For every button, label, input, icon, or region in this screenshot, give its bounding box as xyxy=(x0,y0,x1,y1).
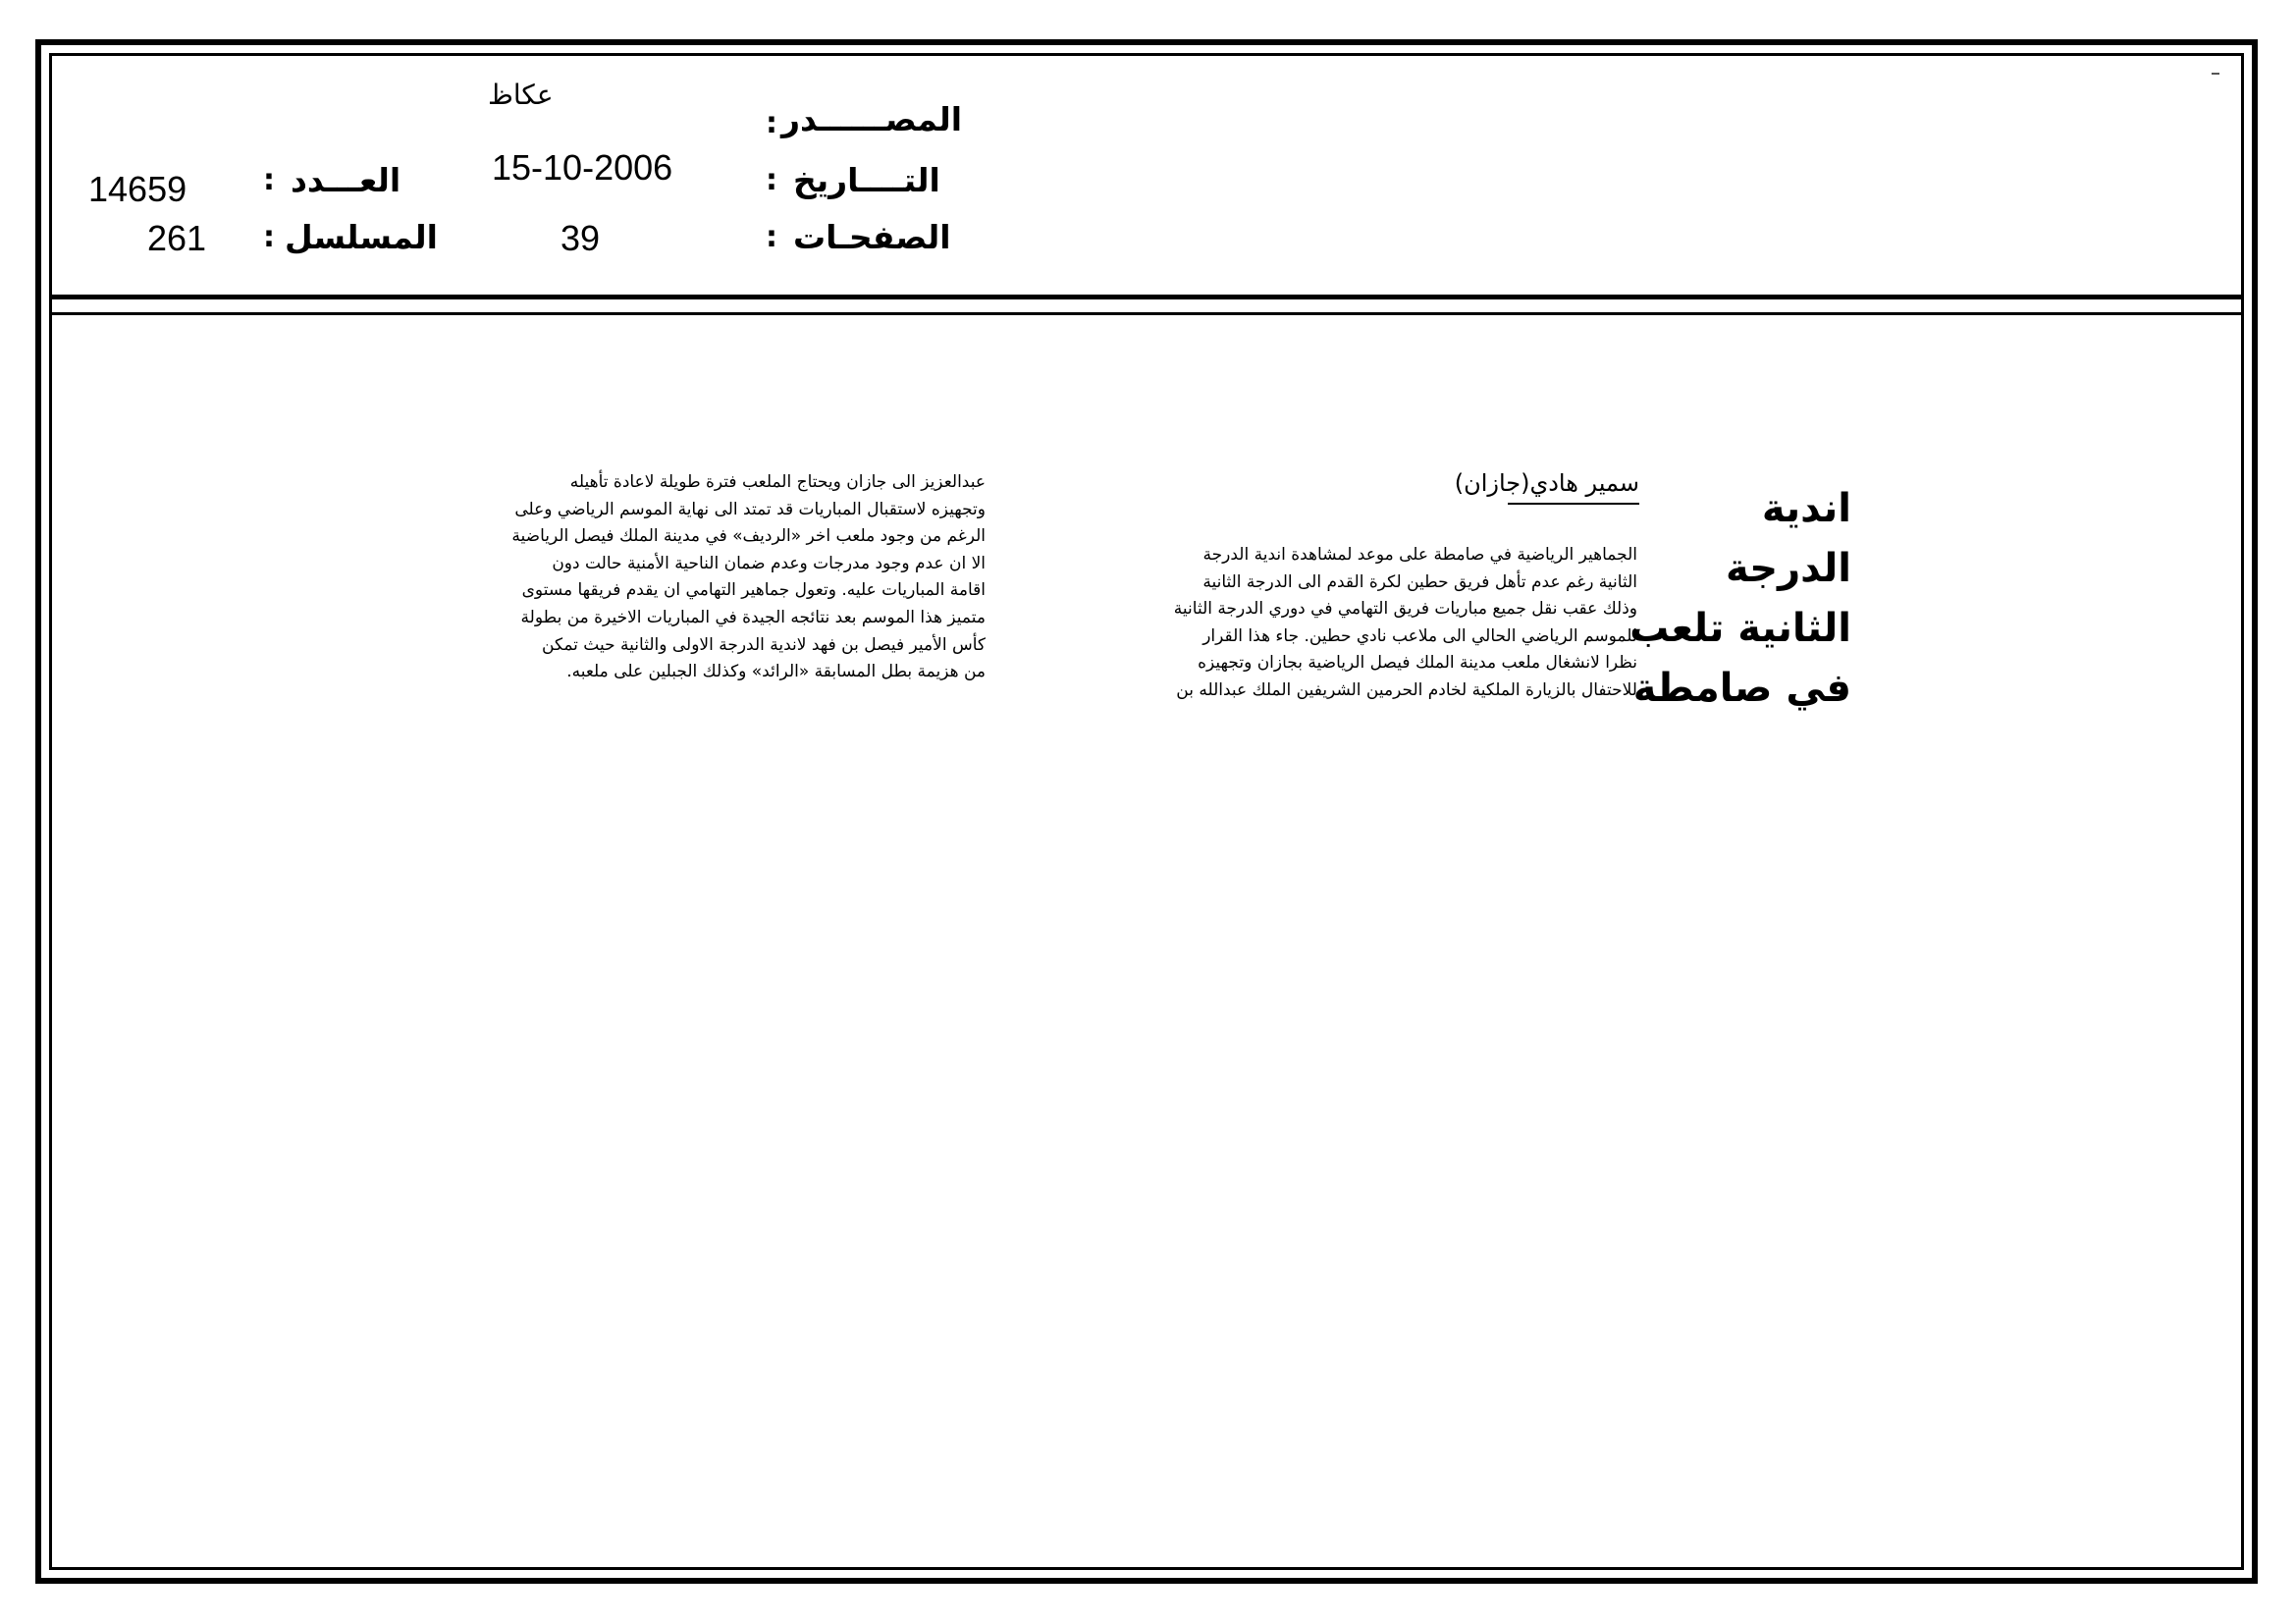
date-value: 15-10-2006 xyxy=(492,147,673,188)
header-divider xyxy=(49,295,2244,299)
header-divider-thin xyxy=(49,312,2244,315)
text-line: الثانية رغم عدم تأهل فريق حطين لكرة القدم الى الدرجة الثانية xyxy=(1202,571,1637,592)
text-line: كأس الأمير فيصل بن فهد لاندية الدرجة الاولى والثانية حيث تمكن xyxy=(542,634,986,655)
page-border-inner xyxy=(49,53,2244,1570)
article-byline: سمير هادي(جازان) xyxy=(1454,469,1639,497)
issue-value: 14659 xyxy=(88,169,187,209)
source-value: عكاظ xyxy=(488,79,554,111)
text-line: الجماهير الرياضية في صامطة على موعد لمشاهدة اندية الدرجة xyxy=(1202,545,1637,565)
text-line: الا ان عدم وجود مدرجات وعدم ضمان الناحية الأمنية حالت دون xyxy=(552,553,986,573)
pages-colon: : xyxy=(766,220,777,254)
article-headline xyxy=(1629,479,1851,719)
headline-line: الثانية تلعب xyxy=(1629,606,1851,651)
headline-line: اندية xyxy=(1761,486,1851,531)
serial-label: المسلسل xyxy=(285,218,438,256)
pages-label: الصفحـات xyxy=(793,218,951,256)
text-line: وتجهيزه لاستقبال المباريات قد تمتد الى نهاية الموسم الرياضي وعلى xyxy=(514,499,986,519)
text-line: للموسم الرياضي الحالي الى ملاعب نادي حطين. جاء هذا القرار xyxy=(1202,625,1637,646)
headline-line: في صامطة xyxy=(1632,666,1851,711)
text-line: عبدالعزيز الى جازان ويحتاج الملعب فترة طويلة لاعادة تأهيله xyxy=(569,472,986,492)
serial-value: 261 xyxy=(147,218,207,258)
article-column-left xyxy=(361,469,986,686)
text-line: للاحتفال بالزيارة الملكية لخادم الحرمين الشريفين الملك عبدالله بن xyxy=(1176,679,1637,700)
issue-colon: : xyxy=(263,163,275,197)
date-label: التــــاريخ xyxy=(793,161,940,199)
text-line: اقامة المباريات عليه. وتعول جماهير التهامي ان يقدم فريقها مستوى xyxy=(521,580,986,601)
text-line: نظرا لانشغال ملعب مدينة الملك فيصل الرياضية بجازان وتجهيزه xyxy=(1198,653,1637,674)
text-line: من هزيمة بطل المسابقة «الرائد» وكذلك الجبلين على ملعبه. xyxy=(566,662,986,682)
byline-underline xyxy=(1508,503,1639,505)
date-colon: : xyxy=(766,163,777,197)
corner-mark xyxy=(2212,73,2219,75)
headline-line: الدرجة xyxy=(1726,546,1851,591)
issue-label: العـــدد xyxy=(291,161,401,199)
pages-value: 39 xyxy=(561,218,601,258)
source-colon: : xyxy=(766,106,777,140)
text-line: متميز هذا الموسم بعد نتائجه الجيدة في المباريات الاخيرة من بطولة xyxy=(520,607,986,627)
source-label: المصــــــدر xyxy=(781,100,963,138)
text-line: الرغم من وجود ملعب اخر «الرديف» في مدينة الملك فيصل الرياضية xyxy=(511,526,986,547)
text-line: وذلك عقب نقل جميع مباريات فريق التهامي في دوري الدرجة الثانية xyxy=(1173,599,1637,620)
serial-colon: : xyxy=(263,220,275,254)
article-column-right xyxy=(1021,542,1637,705)
